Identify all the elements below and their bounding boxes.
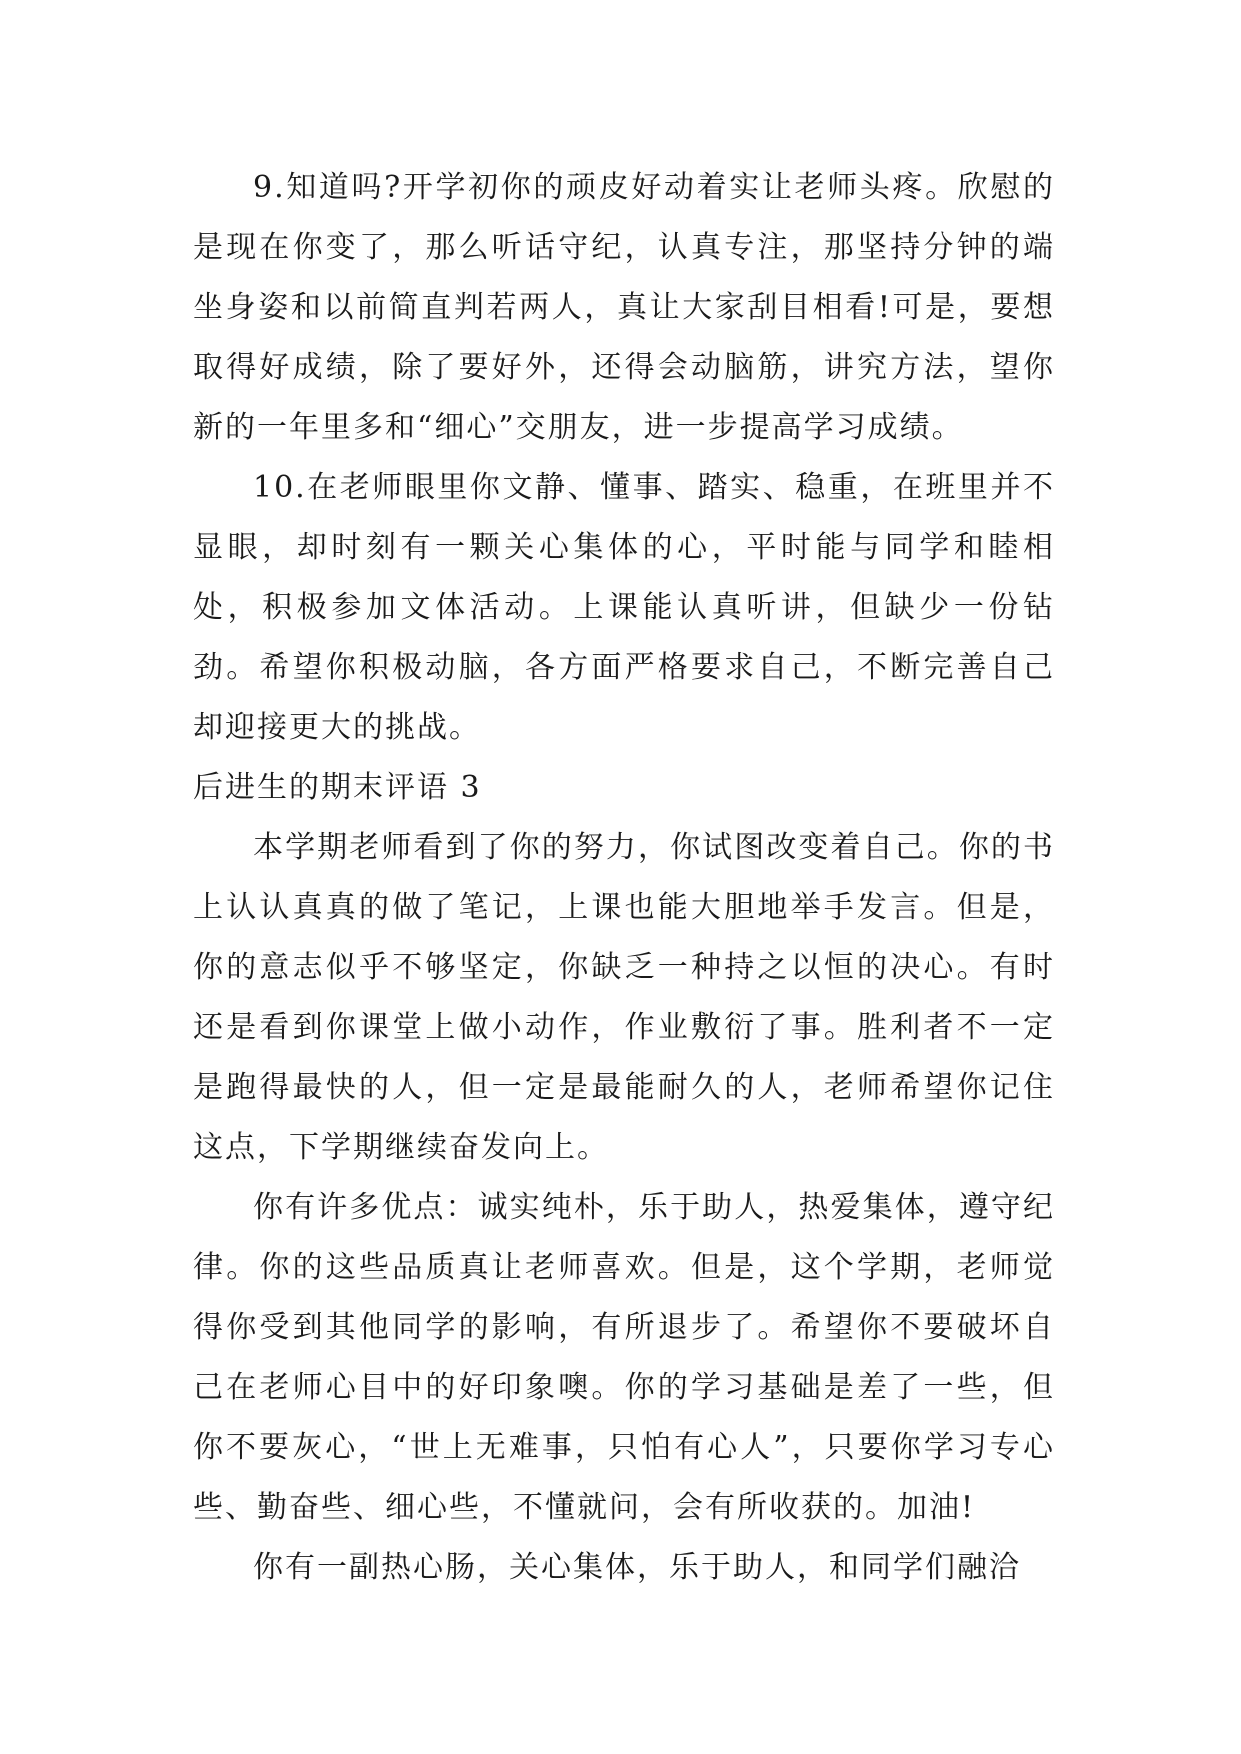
comment-paragraph-10: 10.在老师眼里你文静、懂事、踏实、稳重，在班里并不显眼，却时刻有一颗关心集体的心，平时能与同学和睦相处，积极参加文体活动。上课能认真听讲，但缺少一份钻劲。希望你积极动脑，各方面严格要求自己，不断完善自己却迎接更大的挑战。 bbox=[193, 470, 1055, 745]
comment-paragraph: 你有一副热心肠，关心集体，乐于助人，和同学们融洽 bbox=[253, 1550, 1021, 1585]
comment-paragraph-9: 9.知道吗?开学初你的顽皮好动着实让老师头疼。欣慰的是现在你变了，那么听话守纪，认真专注，那坚持分钟的端坐身姿和以前简直判若两人，真让大家刮目相看!可是，要想取得好成绩，除了要好外，还得会动脑筋，讲究方法，望你新的一年里多和“细心”交朋友，进一步提高学习成绩。 bbox=[193, 170, 1055, 445]
comment-paragraph: 你有许多优点：诚实纯朴，乐于助人，热爱集体，遵守纪律。你的这些品质真让老师喜欢。但是，这个学期，老师觉得你受到其他同学的影响，有所退步了。希望你不要破坏自己在老师心目中的好印象噢。你的学习基础是差了一些，但你不要灰心，“世上无难事，只怕有心人”，只要你学习专心些、勤奋些、细心些，不懂就问，会有所收获的。加油! bbox=[193, 1190, 1055, 1525]
section-heading: 后进生的期末评语 3 bbox=[193, 770, 482, 805]
comment-paragraph: 本学期老师看到了你的努力，你试图改变着自己。你的书上认认真真的做了笔记，上课也能大胆地举手发言。但是，你的意志似乎不够坚定，你缺乏一种持之以恒的决心。有时还是看到你课堂上做小动作，作业敷衍了事。胜利者不一定是跑得最快的人，但一定是最能耐久的人，老师希望你记住这点，下学期继续奋发向上。 bbox=[193, 830, 1055, 1165]
document-body bbox=[193, 158, 1055, 1598]
